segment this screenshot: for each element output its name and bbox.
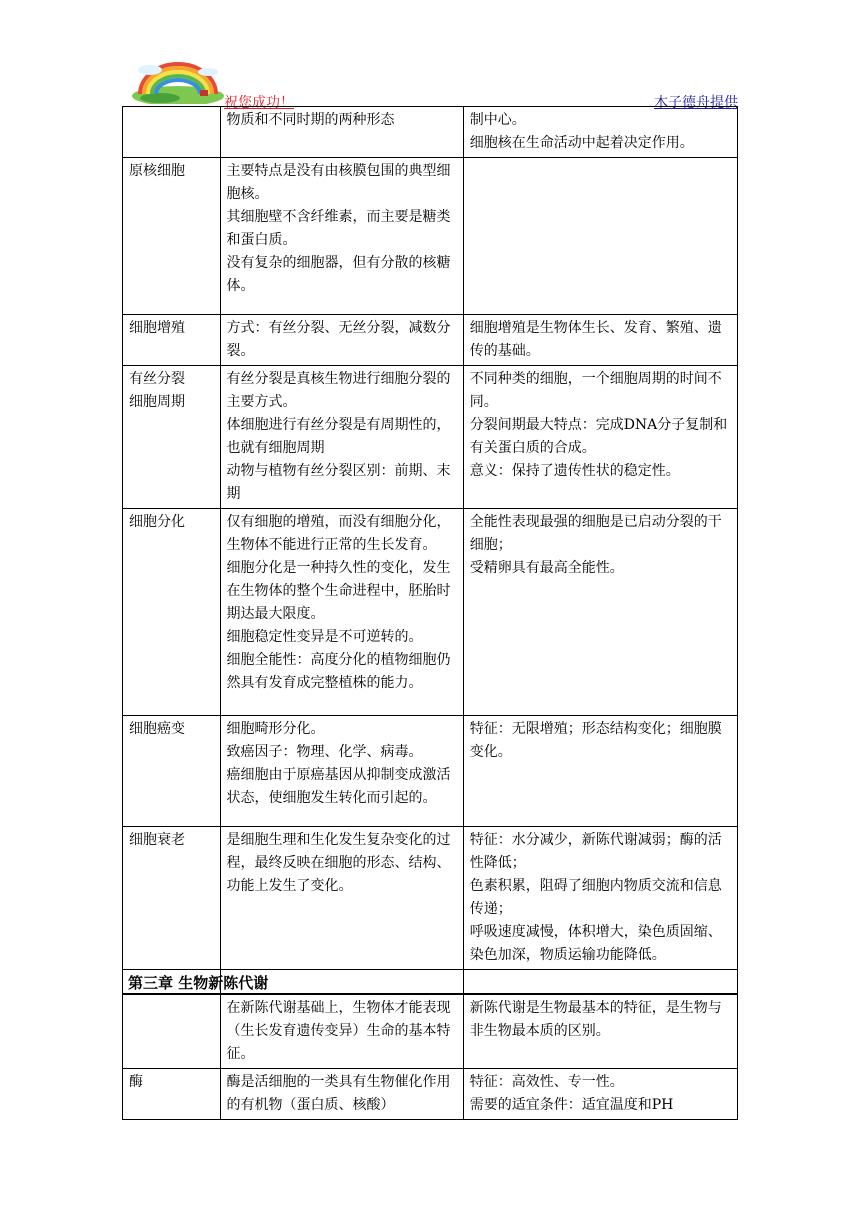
desc-cell [220, 827, 463, 970]
desc-text: 是细胞生理和生化发生复杂变化的过程，最终反映在细胞的形态、结构、功能上发生了变化。 [226, 832, 451, 894]
note-cell [463, 107, 737, 158]
desc-text: 细胞稳定性变异是不可逆转的。 [226, 629, 423, 645]
note-text: 色素积累，阻碍了细胞内物质交流和信息传递； [469, 878, 722, 917]
cell-biology-table [122, 106, 738, 994]
metabolism-table [122, 994, 738, 1120]
desc-cell [220, 716, 463, 827]
note-cell [463, 158, 737, 315]
table-row [123, 716, 738, 827]
desc-text: 有丝分裂是真核生物进行细胞分裂的主要方式。 [226, 371, 451, 410]
desc-cell [220, 995, 463, 1069]
term-text: 细胞衰老 [129, 832, 185, 848]
table-row [123, 366, 738, 509]
table-row [123, 158, 738, 315]
note-text: 细胞增殖是生物体生长、发育、繁殖、遗传的基础。 [469, 320, 722, 359]
table-row [123, 509, 738, 716]
header-provider-link[interactable]: 木子德舟提供 [654, 95, 738, 111]
desc-cell [220, 509, 463, 716]
desc-cell [220, 315, 463, 366]
note-text: 需要的适宜条件：适宜温度和PH [469, 1097, 674, 1113]
note-cell [463, 995, 737, 1069]
term-text: 酶 [129, 1074, 143, 1090]
note-text: 新陈代谢是生物最基本的特征，是生物与非生物最本质的区别。 [469, 1000, 722, 1039]
term-cell [123, 716, 221, 827]
desc-text: 酶是活细胞的一类具有生物催化作用的有机物（蛋白质、核酸） [226, 1074, 451, 1113]
note-cell [463, 1069, 737, 1120]
note-text: 呼吸速度减慢，体积增大，染色质固缩、染色加深，物质运输功能降低。 [469, 924, 722, 963]
note-cell [463, 827, 737, 970]
term-cell [123, 366, 221, 509]
desc-text: 物质和不同时期的两种形态 [226, 112, 395, 128]
desc-text: 细胞全能性：高度分化的植物细胞仍然具有发育成完整植株的能力。 [226, 652, 451, 691]
term-text: 细胞增殖 [129, 320, 185, 336]
desc-cell [220, 1069, 463, 1120]
table-row [123, 315, 738, 366]
desc-text: 主要特点是没有由核膜包围的典型细胞核。 [226, 163, 451, 202]
rainbow-logo-icon [130, 60, 226, 104]
term-cell [123, 509, 221, 716]
chapter-title: 第三章 生物新陈代谢 [128, 974, 269, 992]
note-cell [463, 716, 737, 827]
note-text: 意义：保持了遗传性状的稳定性。 [469, 463, 680, 479]
term-cell [123, 827, 221, 970]
note-text: 全能性表现最强的细胞是已启动分裂的干细胞； [469, 514, 722, 553]
note-cell [463, 970, 737, 994]
table-row [123, 1069, 738, 1120]
desc-text: 仅有细胞的增殖，而没有细胞分化，生物体不能进行正常的生长发育。 [226, 514, 451, 553]
desc-text: 其细胞壁不含纤维素，而主要是糖类和蛋白质。 [226, 209, 451, 248]
note-text: 特征：高效性、专一性。 [469, 1074, 624, 1090]
note-cell [463, 315, 737, 366]
desc-text: 细胞畸形分化。 [226, 721, 325, 737]
desc-text: 致癌因子：物理、化学、病毒。 [226, 744, 423, 760]
desc-text: 体细胞进行有丝分裂是有周期性的，也就有细胞周期 [226, 417, 451, 456]
term-cell [123, 995, 221, 1069]
note-cell [463, 366, 737, 509]
term-text: 细胞癌变 [129, 721, 185, 737]
term-text: 原核细胞 [129, 163, 185, 179]
note-text: 受精卵具有最高全能性。 [469, 560, 624, 576]
desc-text: 在新陈代谢基础上，生物体才能表现（生长发育遗传变异）生命的基本特征。 [226, 1000, 451, 1062]
note-text: 特征：水分减少，新陈代谢减弱；酶的活性降低； [469, 832, 722, 871]
desc-text: 细胞分化是一种持久性的变化，发生在生物体的整个生命进程中，胚胎时期达最大限度。 [226, 560, 451, 622]
note-text: 特征：无限增殖；形态结构变化；细胞膜变化。 [469, 721, 722, 760]
term-cell [123, 315, 221, 366]
note-cell [463, 509, 737, 716]
term-cell [123, 107, 221, 158]
desc-text: 动物与植物有丝分裂区别：前期、末期 [226, 463, 451, 502]
table-row [123, 107, 738, 158]
desc-text: 癌细胞由于原癌基因从抑制变成激活状态，使细胞发生转化而引起的。 [226, 767, 451, 806]
desc-text: 没有复杂的细胞器，但有分散的核糖体。 [226, 255, 451, 294]
desc-cell [220, 158, 463, 315]
term-text: 细胞分化 [129, 514, 185, 530]
term-cell [123, 158, 221, 315]
table-row [123, 827, 738, 970]
term-text: 有丝分裂 [129, 371, 185, 387]
note-text: 分裂间期最大特点：完成DNA分子复制和有关蛋白质的合成。 [469, 417, 728, 456]
term-text: 细胞周期 [129, 394, 185, 410]
note-text: 细胞核在生命活动中起着决定作用。 [469, 135, 694, 151]
desc-cell [220, 107, 463, 158]
desc-cell [220, 366, 463, 509]
term-cell [123, 1069, 221, 1120]
desc-text: 方式：有丝分裂、无丝分裂，减数分裂。 [226, 320, 451, 359]
note-text: 不同种类的细胞，一个细胞周期的时间不同。 [469, 371, 722, 410]
note-text: 制中心。 [469, 112, 526, 128]
page-header [124, 58, 738, 111]
header-greeting: 祝您成功！ [224, 95, 294, 111]
table-row [123, 995, 738, 1069]
